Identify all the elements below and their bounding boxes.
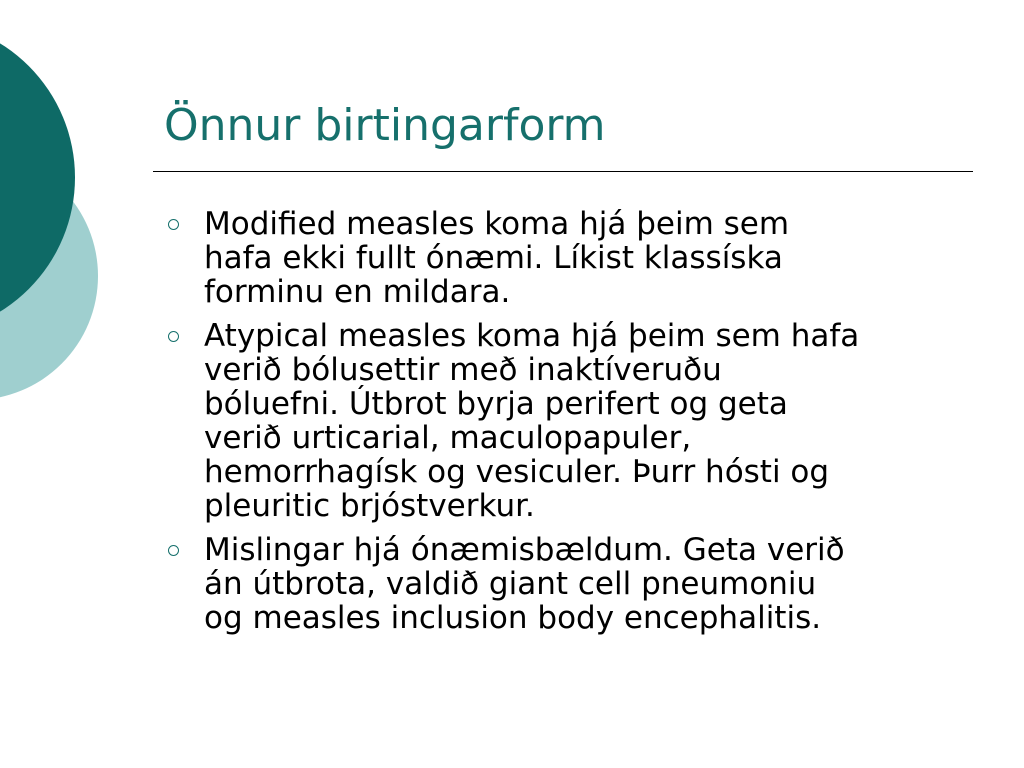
bullet-line: Mislingar hjá ónæmisbældum. Geta verið	[204, 532, 845, 568]
bullet-circle-icon	[168, 219, 179, 230]
bullet-circle-icon	[168, 331, 179, 342]
bullet-list	[160, 207, 980, 645]
bullet-item-atypical-measles	[160, 319, 980, 523]
bullet-item-modified-measles	[160, 207, 980, 309]
bullet-line: verið bólusettir með inaktíveruðu	[204, 352, 722, 388]
bullet-line: bóluefni. Útbrot byrja perifert og geta	[204, 386, 788, 422]
bullet-line: og measles inclusion body encephalitis.	[204, 600, 822, 636]
bullet-line: pleuritic brjóstverkur.	[204, 488, 535, 524]
bullet-line: forminu en mildara.	[204, 274, 511, 310]
bullet-line: Modified measles koma hjá þeim sem	[204, 206, 790, 242]
title-divider	[153, 171, 973, 172]
bullet-line: Atypical measles koma hjá þeim sem hafa	[204, 318, 860, 354]
bullet-item-immunocompromised	[160, 533, 980, 635]
bullet-line: verið urticarial, maculopapuler,	[204, 420, 692, 456]
bullet-line: hemorrhagísk og vesiculer. Þurr hósti og	[204, 454, 830, 490]
slide-title: Önnur birtingarform	[164, 100, 606, 151]
bullet-circle-icon	[168, 545, 179, 556]
bullet-line: án útbrota, valdið giant cell pneumoniu	[204, 566, 817, 602]
bullet-line: hafa ekki fullt ónæmi. Líkist klassíska	[204, 240, 783, 276]
